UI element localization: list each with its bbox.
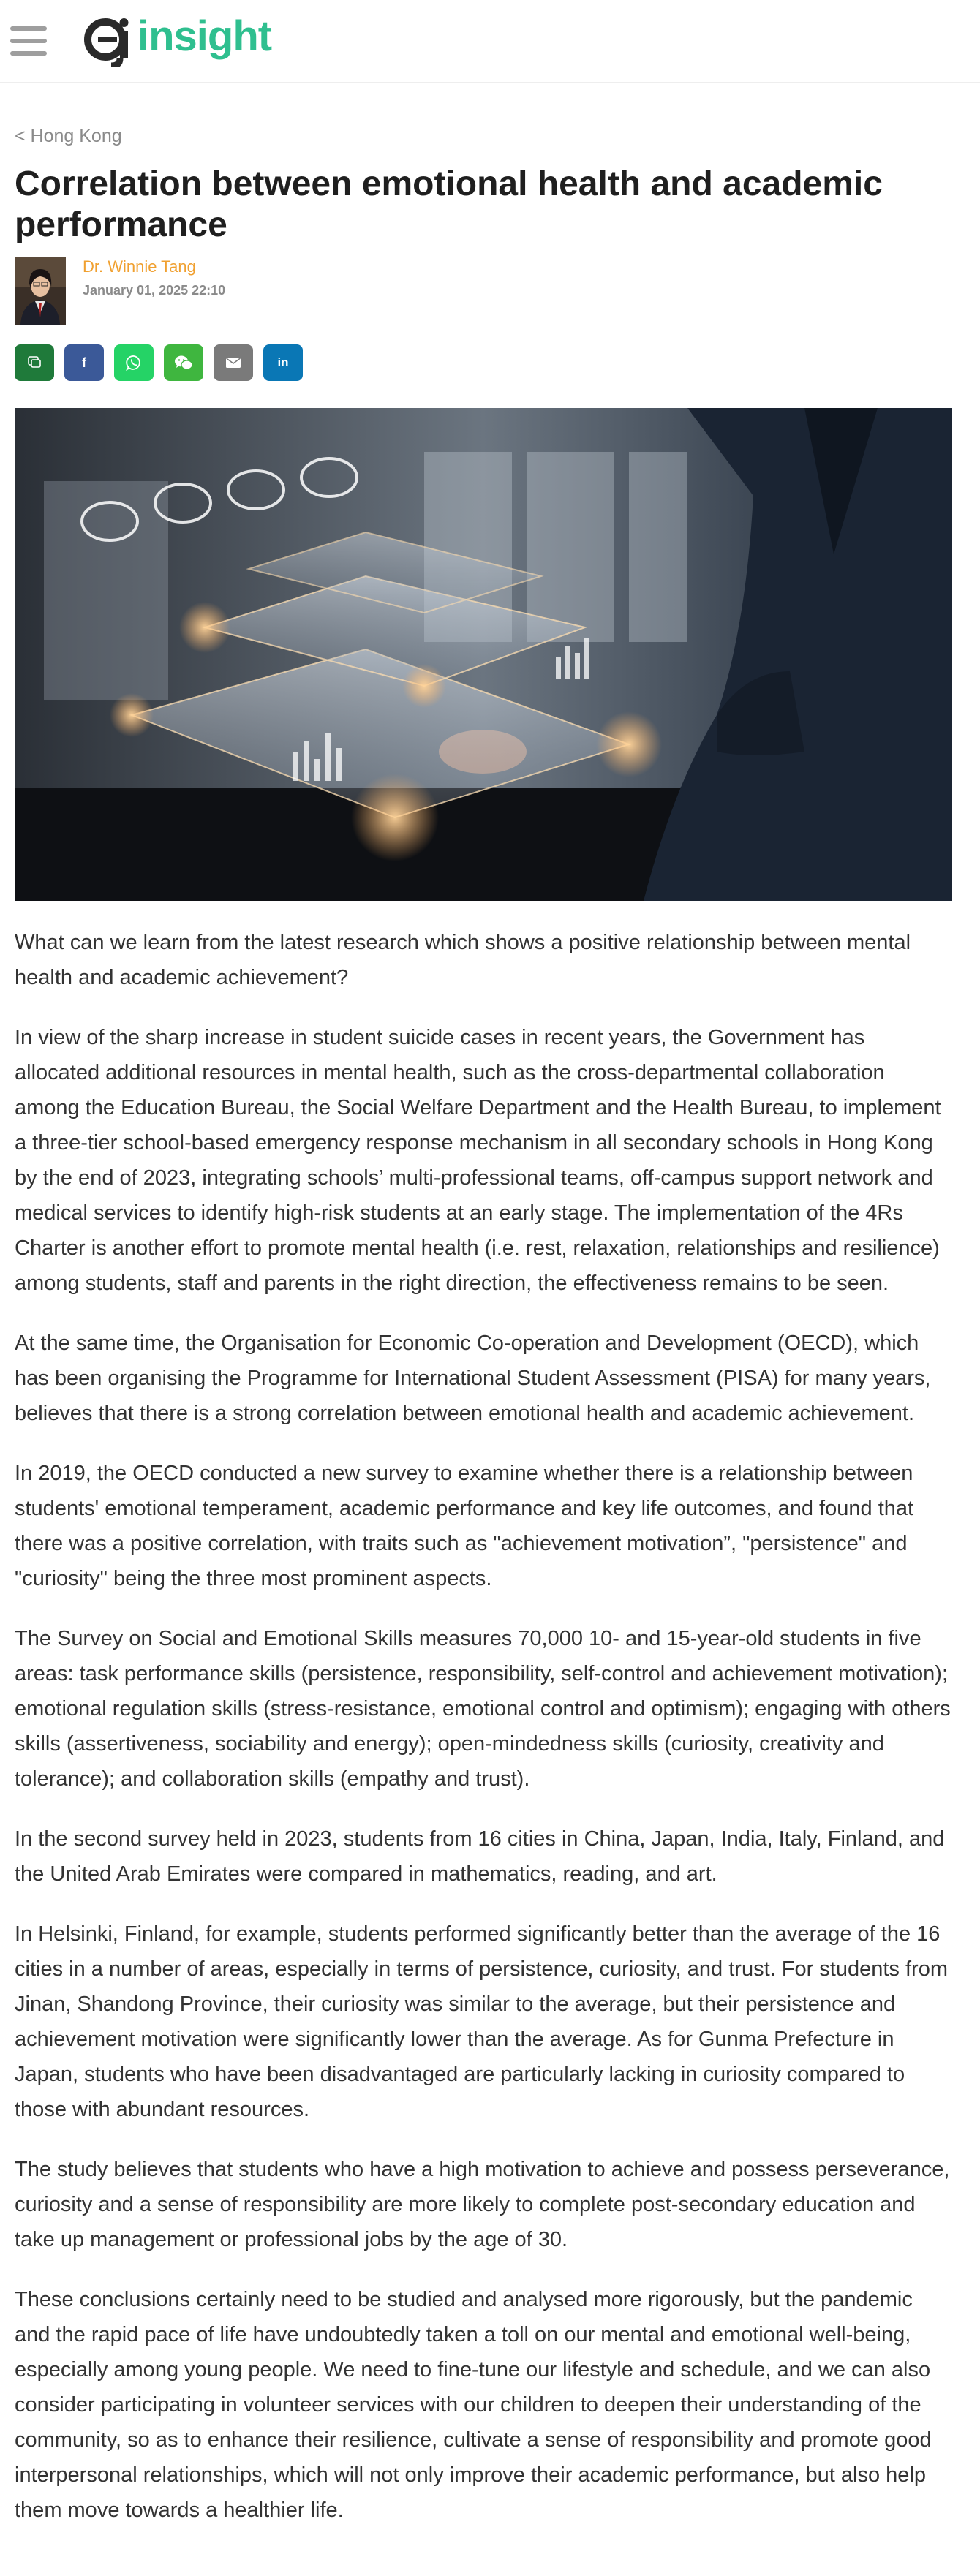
article-paragraph: The Survey on Social and Emotional Skills measures 70,000 10- and 15-year-old students in five areas: task performance skills (persistence, responsibility, self-control and achievement motivation); emotional regulation skills (stress-resistance, emotional control and optimism); engaging with others skills (assertiveness, sociability and energy); open-mindedness skills (curiosity, creativity and tolerance); and collaboration skills (empathy and trust).	[15, 1627, 951, 1791]
article-body	[15, 925, 951, 2553]
article-paragraph: At the same time, the Organisation for Economic Co-operation and Development (OECD), which has been organising the Programme for International Student Assessment (PISA) for many years, believes that there is a strong correlation between emotional health and academic achievement.	[15, 1332, 931, 1425]
share-whatsapp-button[interactable]	[114, 344, 154, 381]
article-title: Correlation between emotional health and academic performance	[15, 165, 883, 244]
site-header	[0, 0, 980, 83]
share-comment-button[interactable]	[15, 344, 54, 381]
share-facebook-button[interactable]	[64, 344, 104, 381]
article-paragraph: What can we learn from the latest research which shows a positive relationship between mental health and academic achievement?	[15, 931, 911, 989]
share-bar	[15, 344, 313, 381]
hero-image	[15, 408, 952, 901]
breadcrumb-hong-kong[interactable]: < Hong Kong	[15, 126, 122, 146]
article-paragraph: In the second survey held in 2023, students from 16 cities in China, Japan, India, Italy, Finland, and the United Arab Emirates were compared in mathematics, reading, and art.	[15, 1827, 945, 1886]
email-icon	[225, 357, 241, 369]
share-wechat-button[interactable]	[164, 344, 203, 381]
article-paragraph: The study believes that students who have a high motivation to achieve and possess perseverance, curiosity and a sense of responsibility are more likely to complete post-secondary education and take up management or professional jobs by the age of 30.	[15, 2158, 950, 2251]
author-avatar[interactable]	[15, 257, 66, 325]
linkedin-icon: in	[277, 355, 289, 369]
hero-illustration	[15, 408, 952, 901]
publish-date: January 01, 2025 22:10	[83, 283, 226, 298]
share-linkedin-button[interactable]	[263, 344, 303, 381]
author-portrait	[15, 257, 66, 325]
facebook-icon: f	[82, 355, 86, 370]
whatsapp-icon	[125, 354, 143, 371]
logo-text: insight	[137, 12, 272, 60]
ej-logo-mark-icon	[80, 12, 140, 67]
comment-icon	[26, 355, 42, 371]
hamburger-menu-icon[interactable]	[10, 26, 47, 56]
article-paragraph: In view of the sharp increase in student suicide cases in recent years, the Government has allocated additional resources in mental health, such as the cross-departmental collaboration among the Education Bureau, the Social Welfare Department and the Health Bureau, to implement a three-tier school-based emergency response mechanism in all secondary schools in Hong Kong by the end of 2023, integrating schools’ multi-professional teams, off-campus support network and medical services to identify high-risk students at an early stage. The implementation of the 4Rs Charter is another effort to promote mental health (i.e. rest, relaxation, relationships and resilience) among students, staff and parents in the right direction, the effectiveness remains to be seen.	[15, 1026, 941, 1295]
site-logo[interactable]	[80, 10, 271, 69]
article-paragraph: In Helsinki, Finland, for example, students performed significantly better than the average of the 16 cities in a number of areas, especially in terms of persistence, curiosity, and trust. For students from Jinan, Shandong Province, their curiosity was similar to the average, but their persistence and achievement motivation were significantly lower than the average. As for Gunma Prefecture in Japan, students who have been disadvantaged are particularly lacking in curiosity compared to those with abundant resources.	[15, 1922, 948, 2121]
wechat-icon	[173, 354, 194, 371]
article-paragraph: These conclusions certainly need to be studied and analysed more rigorously, but the pandemic and the rapid pace of life have undoubtedly taken a toll on our mental and emotional well-being, especially among young people. We need to fine-tune our lifestyle and schedule, and we can also consider participating in volunteer services with our children to deepen their understanding of the community, so as to enhance their resilience, cultivate a sense of responsibility and promote good interpersonal relationships, which will not only improve their academic performance, but also help them move towards a healthier life.	[15, 2288, 932, 2522]
article-paragraph: In 2019, the OECD conducted a new survey to examine whether there is a relationship between students' emotional temperament, academic performance and key life outcomes, and found that there was a positive correlation, with traits such as "achievement motivation”, "persistence" and "curiosity" being the three most prominent aspects.	[15, 1462, 914, 1590]
author-name[interactable]: Dr. Winnie Tang	[83, 257, 196, 276]
share-email-button[interactable]	[214, 344, 253, 381]
